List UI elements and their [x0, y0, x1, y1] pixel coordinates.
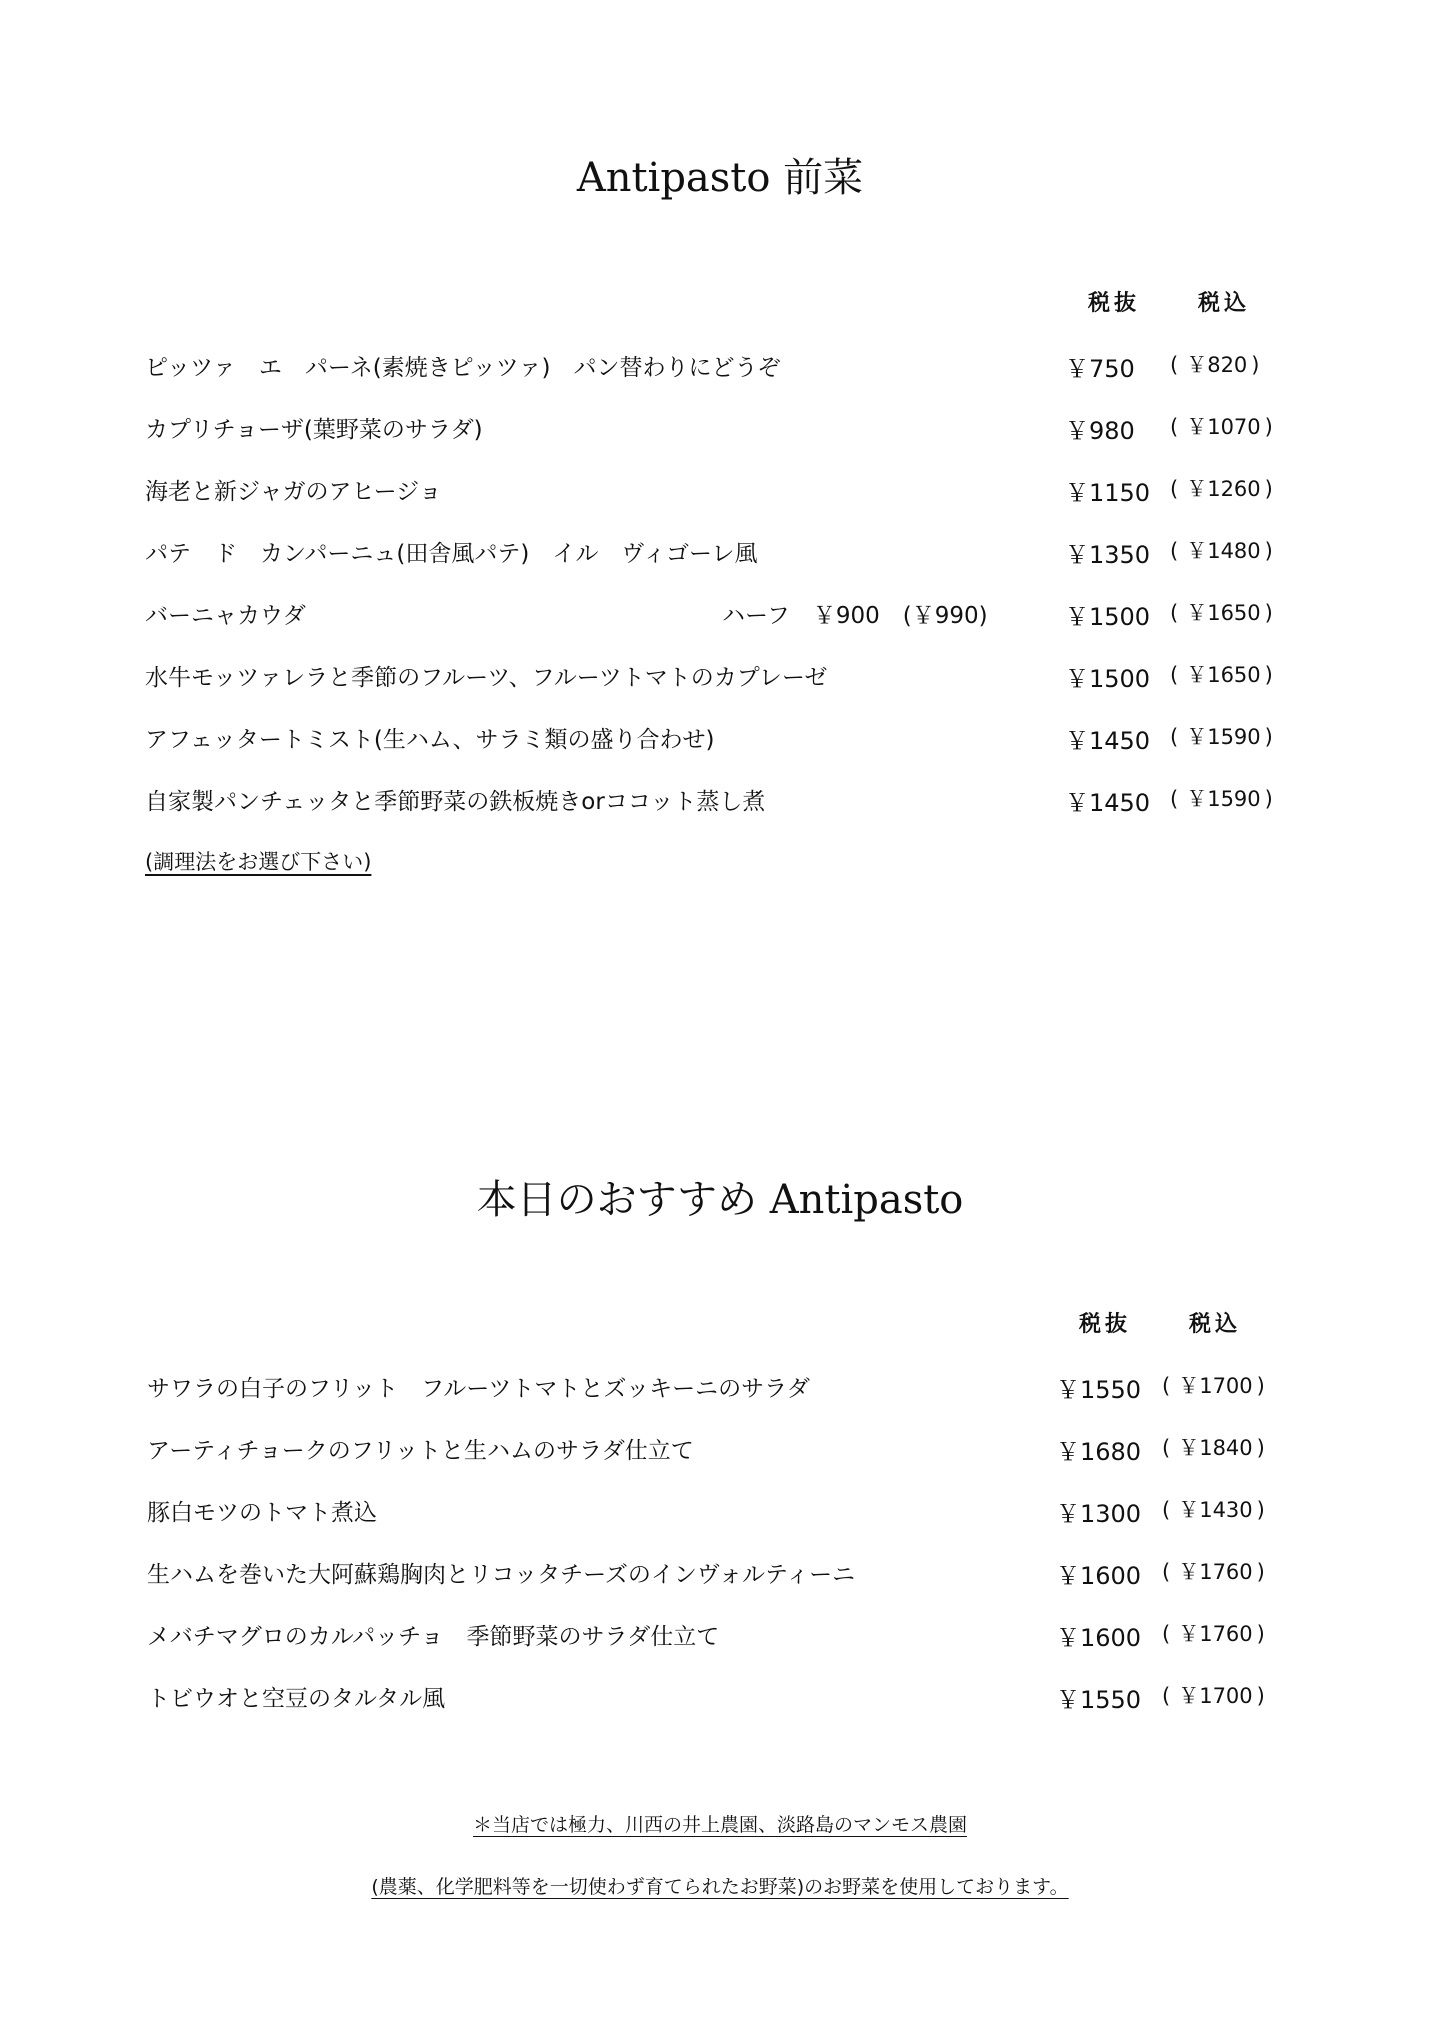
menu-item-price-with-tax: ( ￥1260 ): [1170, 473, 1273, 503]
footer-note-line-1: ＊当店では極力、川西の井上農園、淡路島のマンモス農園: [472, 1814, 967, 1836]
footer-note-line-2: (農薬、化学肥料等を一切使わず育てられたお野菜)のお野菜を使用しております。: [371, 1876, 1069, 1898]
menu-item: [0, 349, 1440, 389]
menu-item: [0, 1618, 1440, 1658]
menu-item-price: ￥1350: [1065, 541, 1151, 569]
menu-item-name: 自家製パンチェッタと季節野菜の鉄板焼きorココット蒸し煮: [145, 789, 766, 815]
menu-item-price: ￥750: [1065, 355, 1135, 383]
menu-item-price-with-tax: ( ￥1840 ): [1162, 1432, 1265, 1462]
menu-item-price-with-tax: ( ￥1480 ): [1170, 535, 1273, 565]
menu-item: [0, 783, 1440, 823]
menu-item-price-with-tax: ( ￥1590 ): [1170, 721, 1273, 751]
section-title-antipasto: Antipasto 前菜: [576, 155, 864, 201]
menu-item-name: 豚白モツのトマト煮込: [147, 1500, 377, 1526]
menu-item-name: アーティチョークのフリットと生ハムのサラダ仕立て: [147, 1438, 694, 1464]
menu-item-price: ￥1680: [1056, 1438, 1142, 1466]
cooking-method-note: (調理法をお選び下さい): [145, 850, 372, 874]
menu-item-name: バーニャカウダ: [145, 603, 306, 629]
menu-item-name: サワラの白子のフリット フルーツトマトとズッキーニのサラダ: [147, 1376, 810, 1402]
menu-item: [0, 411, 1440, 451]
menu-item-price-with-tax: ( ￥1650 ): [1170, 597, 1273, 627]
menu-item: [0, 1556, 1440, 1596]
menu-item: [0, 535, 1440, 575]
menu-item-price: ￥1550: [1056, 1376, 1142, 1404]
menu-item-price-with-tax: ( ￥1760 ): [1162, 1556, 1265, 1586]
menu-item-price-with-tax: ( ￥1760 ): [1162, 1618, 1265, 1648]
menu-item-name: トビウオと空豆のタルタル風: [147, 1686, 446, 1712]
menu-item: [0, 473, 1440, 513]
menu-item-price-with-tax: ( ￥1070 ): [1170, 411, 1273, 441]
menu-item: [0, 1370, 1440, 1410]
menu-item-price: ￥1500: [1065, 665, 1151, 693]
menu-item: [0, 659, 1440, 699]
menu-item-price: ￥1150: [1065, 479, 1151, 507]
column-header-tax-excluded: 税抜: [1088, 291, 1141, 316]
menu-item-price: ￥1300: [1056, 1500, 1142, 1528]
menu-item-name: パテ ド カンパーニュ(田舎風パテ) イル ヴィゴーレ風: [145, 541, 758, 567]
menu-item-half-portion: ハーフ ￥900 (￥990): [722, 603, 988, 629]
menu-item-price: ￥1550: [1056, 1686, 1142, 1714]
menu-item-price-with-tax: ( ￥1590 ): [1170, 783, 1273, 813]
menu-item-name: カプリチョーザ(葉野菜のサラダ): [145, 417, 483, 443]
menu-item-price-with-tax: ( ￥1650 ): [1170, 659, 1273, 689]
menu-item: [0, 1680, 1440, 1720]
menu-item-price-with-tax: ( ￥1700 ): [1162, 1370, 1265, 1400]
menu-item-name: ピッツァ エ パーネ(素焼きピッツァ) パン替わりにどうぞ: [145, 355, 781, 381]
menu-item-price: ￥1600: [1056, 1624, 1142, 1652]
menu-item-name: 海老と新ジャガのアヒージョ: [145, 479, 442, 505]
column-header-tax-included: 税込: [1189, 1312, 1242, 1337]
menu-item-price: ￥1450: [1065, 727, 1151, 755]
column-header-tax-included: 税込: [1198, 291, 1251, 316]
menu-item-price-with-tax: ( ￥1430 ): [1162, 1494, 1265, 1524]
menu-item-name: アフェッタートミスト(生ハム、サラミ類の盛り合わせ): [145, 727, 715, 753]
menu-item: [0, 1432, 1440, 1472]
section-title-todays-recommendations: 本日のおすすめ Antipasto: [476, 1177, 964, 1223]
menu-item: [0, 1494, 1440, 1534]
menu-item: [0, 721, 1440, 761]
column-header-tax-excluded: 税抜: [1079, 1312, 1132, 1337]
menu-item: [0, 597, 1440, 637]
menu-item-name: 生ハムを巻いた大阿蘇鶏胸肉とリコッタチーズのインヴォルティーニ: [147, 1562, 856, 1588]
menu-item-name: 水牛モッツァレラと季節のフルーツ、フルーツトマトのカプレーゼ: [145, 665, 828, 691]
menu-item-price: ￥1500: [1065, 603, 1151, 631]
menu-item-price: ￥1450: [1065, 789, 1151, 817]
menu-item-price: ￥1600: [1056, 1562, 1142, 1590]
menu-item-price-with-tax: ( ￥1700 ): [1162, 1680, 1265, 1710]
menu-item-price: ￥980: [1065, 417, 1135, 445]
menu-item-name: メバチマグロのカルパッチョ 季節野菜のサラダ仕立て: [147, 1624, 720, 1650]
menu-item-price-with-tax: ( ￥820 ): [1170, 349, 1260, 379]
